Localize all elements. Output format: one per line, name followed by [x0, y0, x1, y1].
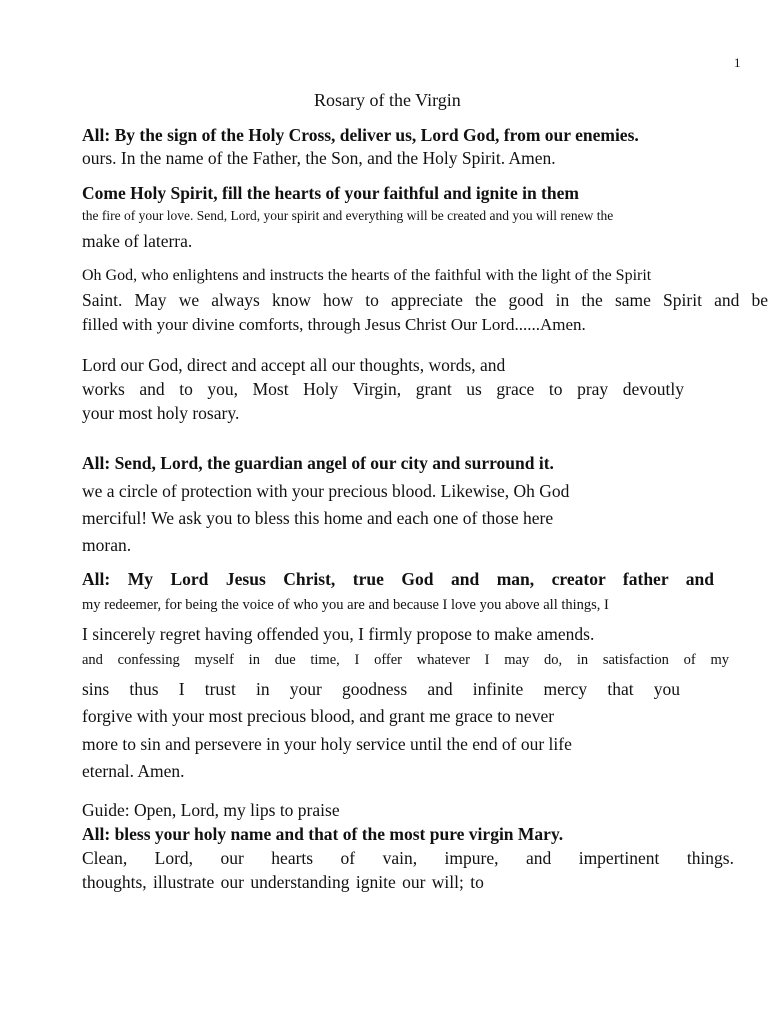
text-line: merciful! We ask you to bless this home and each one of those here	[82, 508, 554, 528]
text-line: ours. In the name of the Father, the Son, and the Holy Spirit. Amen.	[82, 148, 556, 168]
text-line: and confessing myself in due time, I offer whatever I may do, in satisfaction of my	[82, 652, 729, 668]
text-line: eternal. Amen.	[82, 761, 185, 781]
page-number: 1	[734, 55, 741, 70]
text-line: All: My Lord Jesus Christ, true God and man, creator father and	[82, 569, 714, 589]
text-line: sins thus I trust in your goodness and infinite mercy that you	[82, 679, 680, 699]
text-line: works and to you, Most Holy Virgin, grant us grace to pray devoutly	[82, 379, 684, 399]
text-line: Clean, Lord, our hearts of vain, impure, and impertinent things.	[82, 848, 734, 868]
text-line: forgive with your most precious blood, and grant me grace to never	[82, 706, 555, 726]
document-title: Rosary of the Virgin	[314, 90, 461, 110]
text-line: Saint. May we always know how to appreciate the good in the same Spirit and be	[82, 290, 768, 310]
text-line: Lord our God, direct and accept all our thoughts, words, and	[82, 355, 506, 375]
text-line: we a circle of protection with your precious blood. Likewise, Oh God	[82, 481, 570, 501]
text-line: I sincerely regret having offended you, I firmly propose to make amends.	[82, 624, 595, 644]
text-line: my redeemer, for being the voice of who you are and because I love you above all things, I	[82, 597, 609, 613]
text-line: Oh God, who enlightens and instructs the hearts of the faithful with the light of the Spirit	[82, 267, 652, 284]
text-line: All: bless your holy name and that of the most pure virgin Mary.	[82, 824, 564, 844]
text-line: Guide: Open, Lord, my lips to praise	[82, 800, 340, 820]
text-line: Come Holy Spirit, fill the hearts of your faithful and ignite in them	[82, 183, 579, 203]
text-line: your most holy rosary.	[82, 403, 240, 423]
text-line: make of laterra.	[82, 231, 193, 251]
text-line: filled with your divine comforts, through Jesus Christ Our Lord......Amen.	[82, 315, 586, 334]
text-line: thoughts, illustrate our understanding ignite our will; to	[82, 872, 484, 892]
text-line: All: Send, Lord, the guardian angel of our city and surround it.	[82, 453, 554, 473]
text-line: All: By the sign of the Holy Cross, deliver us, Lord God, from our enemies.	[82, 125, 639, 145]
text-line: more to sin and persevere in your holy service until the end of our life	[82, 734, 572, 754]
text-line: moran.	[82, 535, 132, 555]
text-line: the fire of your love. Send, Lord, your spirit and everything will be created and you will renew the	[82, 208, 614, 223]
